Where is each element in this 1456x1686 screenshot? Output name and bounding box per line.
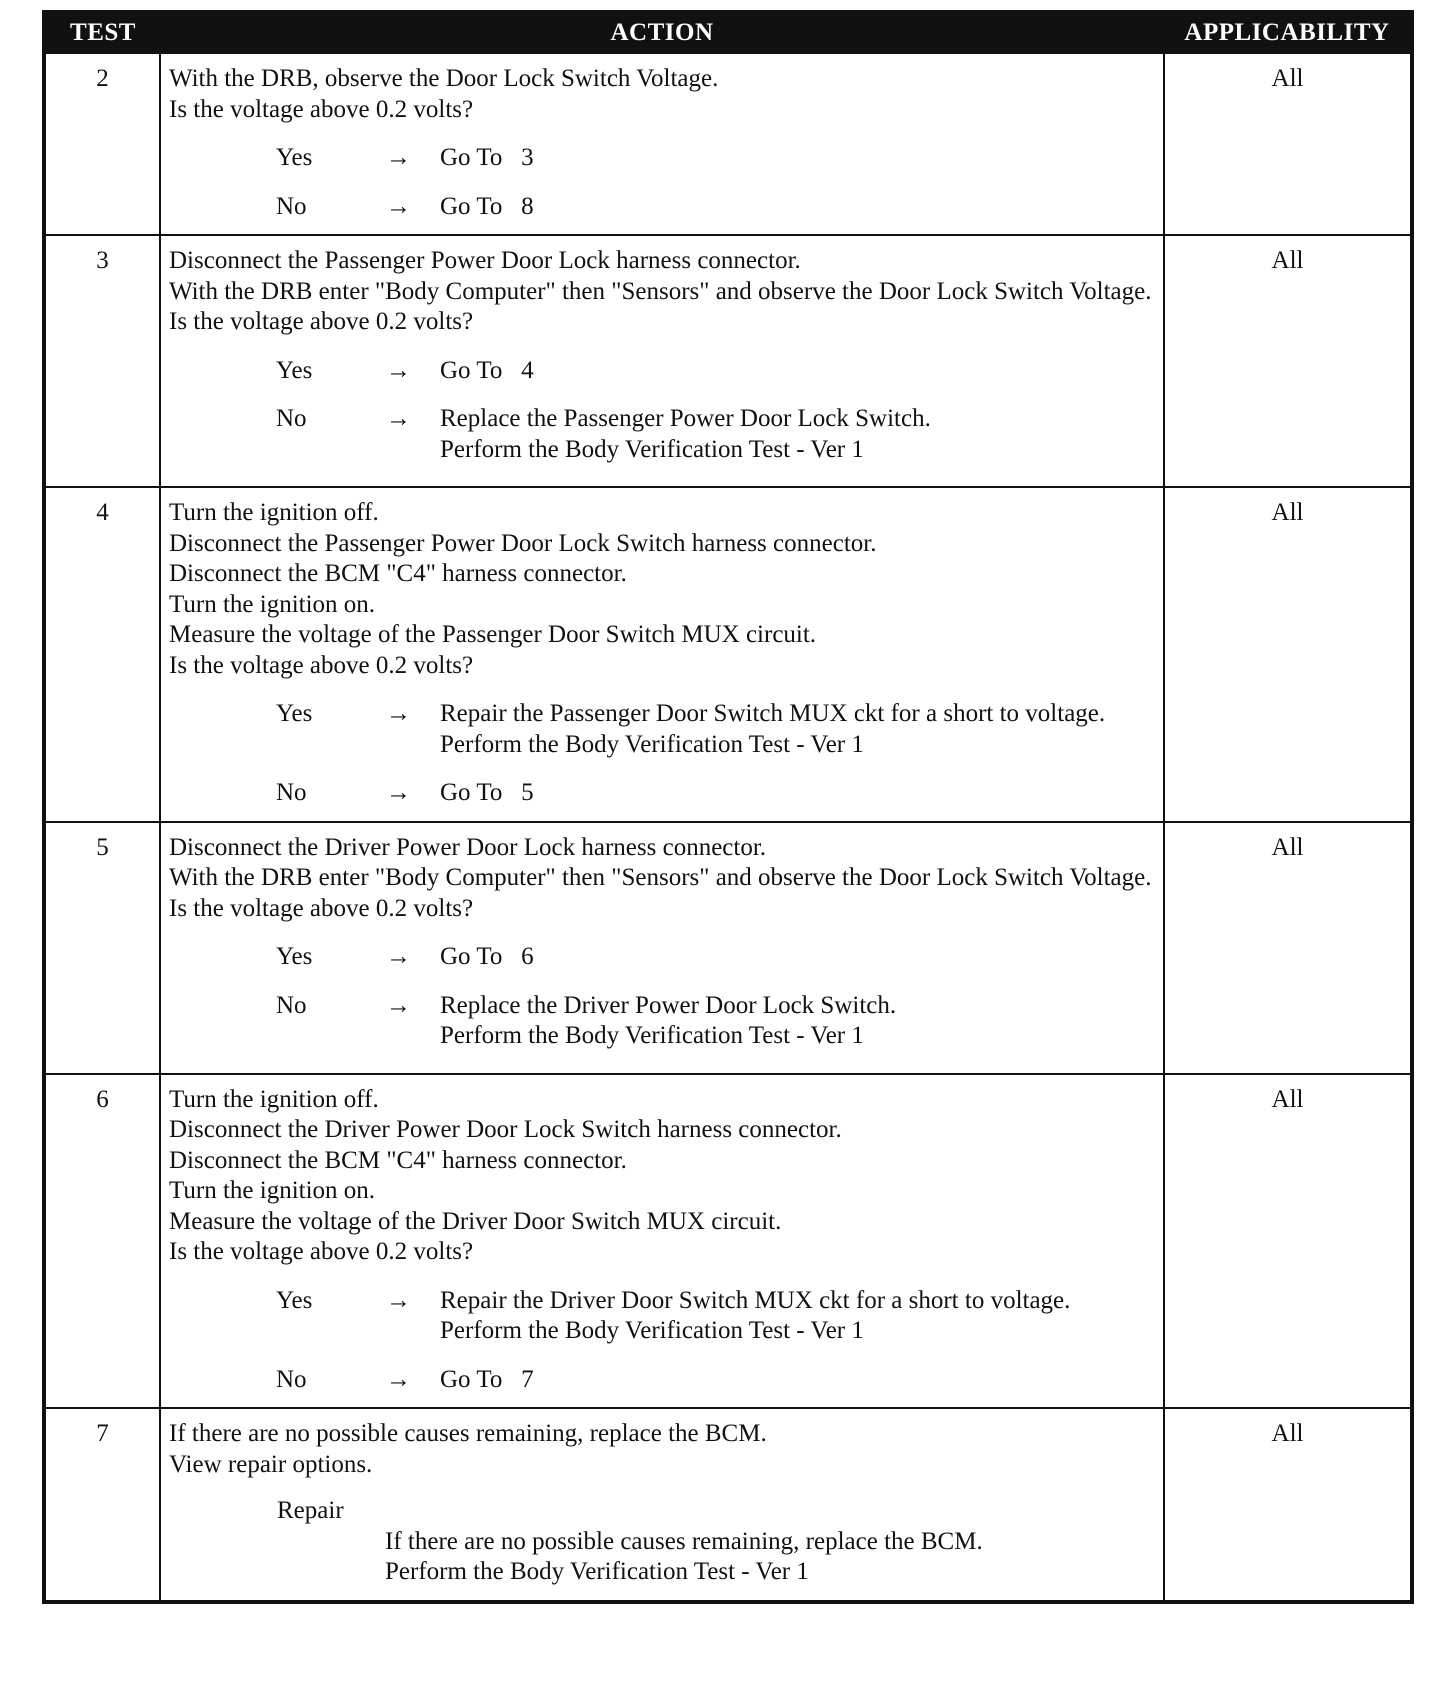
no-result — [440, 1365, 1155, 1396]
result-line: Perform the Body Verification Test - Ver 1 — [440, 1317, 864, 1344]
yes-outcome — [169, 356, 1155, 387]
no-outcome — [169, 192, 1155, 223]
yes-outcome — [169, 143, 1155, 174]
repair-line: Perform the Body Verification Test - Ver 1 — [385, 1558, 809, 1585]
right-arrow-icon: → — [386, 700, 411, 727]
action-step: Is the voltage above 0.2 volts? — [169, 894, 474, 922]
action-step: Measure the voltage of the Driver Door Switch MUX circuit. — [169, 1207, 782, 1235]
test-number: 2 — [44, 53, 160, 235]
repair-line: If there are no possible causes remaining, replace the BCM. — [385, 1527, 983, 1555]
right-arrow-icon: → — [386, 779, 411, 806]
action-step: Is the voltage above 0.2 volts? — [169, 308, 474, 335]
no-outcome — [169, 1365, 1155, 1396]
yes-result — [440, 1286, 1155, 1347]
header-test: TEST — [44, 12, 160, 53]
no-label: No — [276, 991, 307, 1019]
yes-label: Yes — [276, 943, 313, 970]
action-step: Is the voltage above 0.2 volts? — [169, 651, 474, 679]
action-step: With the DRB enter "Body Computer" then "Sensors" and observe the Door Lock Switch Voltage. — [169, 864, 1152, 891]
table-row — [44, 487, 1412, 822]
action-step: Disconnect the Driver Power Door Lock harness connector. — [169, 833, 767, 861]
table-header — [44, 12, 1412, 53]
right-arrow-icon: → — [386, 991, 411, 1019]
action-cell — [160, 822, 1164, 1074]
yes-result — [440, 143, 1155, 174]
no-result — [440, 192, 1155, 223]
result-line: Perform the Body Verification Test - Ver 1 — [440, 435, 864, 463]
result-line: Repair the Passenger Door Switch MUX ckt for a short to voltage. — [440, 700, 1106, 727]
no-label: No — [276, 405, 307, 432]
result-line: Replace the Passenger Power Door Lock Switch. — [440, 405, 931, 432]
action-step: Disconnect the Passenger Power Door Lock harness connector. — [169, 247, 801, 274]
applicability-value: All — [1164, 53, 1412, 235]
applicability-value: All — [1164, 1074, 1412, 1409]
right-arrow-icon: → — [386, 1365, 411, 1393]
table-row — [44, 53, 1412, 235]
action-cell — [160, 1408, 1164, 1602]
table-body — [44, 53, 1412, 1602]
action-step: If there are no possible causes remaining, replace the BCM. — [169, 1420, 767, 1447]
action-cell — [160, 487, 1164, 822]
no-outcome — [169, 991, 1155, 1052]
diagnostic-table-page — [42, 10, 1410, 1604]
table-row — [44, 1074, 1412, 1409]
no-outcome — [169, 404, 1155, 465]
action-step: Turn the ignition on. — [169, 1177, 376, 1204]
header-action: ACTION — [160, 12, 1164, 53]
action-step: With the DRB enter "Body Computer" then "Sensors" and observe the Door Lock Switch Voltage. — [169, 277, 1152, 305]
table-row — [44, 1408, 1412, 1602]
test-number: 7 — [44, 1408, 160, 1602]
no-label: No — [276, 779, 307, 806]
result-line: Perform the Body Verification Test - Ver 1 — [440, 730, 864, 758]
yes-result — [440, 356, 1155, 387]
no-outcome — [169, 778, 1155, 809]
diagnostic-test-table — [42, 10, 1414, 1604]
no-result — [440, 404, 1155, 465]
applicability-value: All — [1164, 822, 1412, 1074]
repair-instructions — [169, 1527, 1155, 1588]
yes-label: Yes — [276, 1286, 313, 1314]
result-line: Go To 7 — [440, 1365, 534, 1393]
right-arrow-icon: → — [386, 1286, 411, 1314]
action-step: Disconnect the BCM "C4" harness connector. — [169, 560, 627, 587]
table-row — [44, 235, 1412, 487]
result-line: Repair the Driver Door Switch MUX ckt for a short to voltage. — [440, 1286, 1071, 1314]
test-number: 3 — [44, 235, 160, 487]
table-row — [44, 822, 1412, 1074]
yes-label: Yes — [276, 356, 313, 384]
result-line: Replace the Driver Power Door Lock Switch. — [440, 991, 897, 1019]
repair-label: Repair — [277, 1497, 344, 1524]
result-line: Go To 5 — [440, 779, 534, 806]
right-arrow-icon: → — [386, 144, 411, 171]
right-arrow-icon: → — [386, 356, 411, 384]
yes-label: Yes — [276, 700, 313, 727]
result-line: Go To 4 — [440, 356, 534, 384]
applicability-value: All — [1164, 235, 1412, 487]
action-cell — [160, 1074, 1164, 1409]
yes-outcome — [169, 942, 1155, 973]
yes-result — [440, 942, 1155, 973]
action-step: Disconnect the Driver Power Door Lock Switch harness connector. — [169, 1116, 842, 1143]
action-step: Measure the voltage of the Passenger Door Switch MUX circuit. — [169, 621, 817, 648]
no-label: No — [276, 192, 307, 220]
action-step: With the DRB, observe the Door Lock Switch Voltage. — [169, 65, 719, 92]
result-line: Go To 3 — [440, 144, 534, 171]
result-line: Go To 6 — [440, 943, 534, 970]
action-step: Turn the ignition on. — [169, 590, 376, 618]
yes-result — [440, 699, 1155, 760]
header-applicability: APPLICABILITY — [1164, 12, 1412, 53]
action-step: Is the voltage above 0.2 volts? — [169, 1238, 474, 1265]
action-step: Disconnect the BCM "C4" harness connector. — [169, 1146, 627, 1174]
action-cell — [160, 235, 1164, 487]
action-step: Is the voltage above 0.2 volts? — [169, 95, 474, 123]
right-arrow-icon: → — [386, 943, 411, 970]
applicability-value: All — [1164, 487, 1412, 822]
test-number: 5 — [44, 822, 160, 1074]
result-line: Go To 8 — [440, 192, 534, 220]
no-result — [440, 778, 1155, 809]
test-number: 6 — [44, 1074, 160, 1409]
action-step: View repair options. — [169, 1450, 373, 1478]
no-result — [440, 991, 1155, 1052]
action-step: Disconnect the Passenger Power Door Lock Switch harness connector. — [169, 529, 877, 557]
test-number: 4 — [44, 487, 160, 822]
result-line: Perform the Body Verification Test - Ver 1 — [440, 1022, 864, 1049]
no-label: No — [276, 1365, 307, 1393]
applicability-value: All — [1164, 1408, 1412, 1602]
yes-outcome — [169, 1286, 1155, 1347]
yes-label: Yes — [276, 144, 313, 171]
yes-outcome — [169, 699, 1155, 760]
action-cell — [160, 53, 1164, 235]
right-arrow-icon: → — [386, 405, 411, 432]
action-step: Turn the ignition off. — [169, 1085, 379, 1113]
right-arrow-icon: → — [386, 192, 411, 220]
action-step: Turn the ignition off. — [169, 499, 379, 526]
